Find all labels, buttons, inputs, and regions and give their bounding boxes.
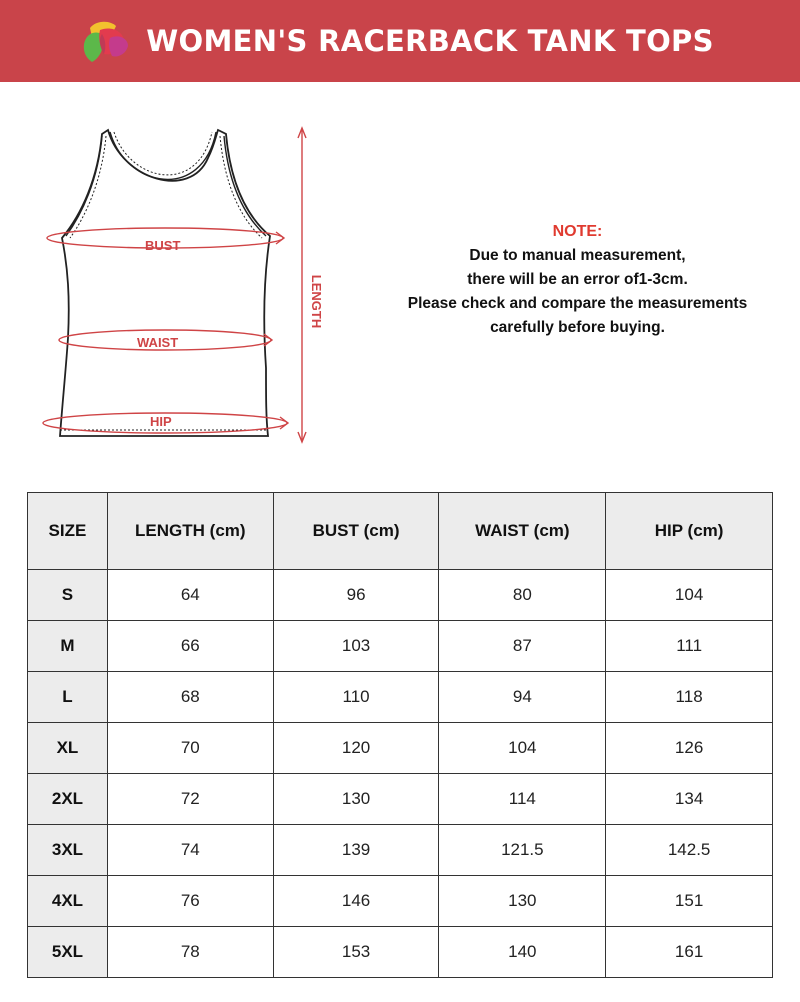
waist-cell: 140	[439, 927, 606, 978]
column-header-hip: HIP (cm)	[606, 493, 773, 570]
length-label: LENGTH	[309, 274, 325, 329]
waist-cell: 80	[439, 570, 606, 621]
table-row	[28, 570, 773, 621]
length-cell: 66	[107, 621, 273, 672]
bust-cell: 130	[273, 774, 439, 825]
table-row	[28, 621, 773, 672]
waist-cell: 104	[439, 723, 606, 774]
column-header-size: SIZE	[28, 493, 108, 570]
length-cell: 76	[107, 876, 273, 927]
column-header-bust: BUST (cm)	[273, 493, 439, 570]
bust-label: BUST	[145, 238, 181, 253]
table-row	[28, 774, 773, 825]
tank-top-diagram	[30, 118, 350, 458]
column-header-waist: WAIST (cm)	[439, 493, 606, 570]
length-cell: 64	[107, 570, 273, 621]
table-row	[28, 927, 773, 978]
table-row	[28, 876, 773, 927]
note-line: Due to manual measurement,	[469, 247, 686, 264]
waist-cell: 121.5	[439, 825, 606, 876]
size-cell: L	[28, 672, 108, 723]
waist-cell: 87	[439, 621, 606, 672]
header-banner	[0, 0, 800, 82]
hip-cell: 111	[606, 621, 773, 672]
bust-cell: 110	[273, 672, 439, 723]
hip-cell: 161	[606, 927, 773, 978]
bust-cell: 96	[273, 570, 439, 621]
length-cell: 78	[107, 927, 273, 978]
tank-top-illustration	[30, 118, 350, 458]
column-header-length: LENGTH (cm)	[107, 493, 273, 570]
waist-cell: 94	[439, 672, 606, 723]
bust-cell: 103	[273, 621, 439, 672]
hip-cell: 126	[606, 723, 773, 774]
note-line: carefully before buying.	[490, 319, 665, 336]
hip-cell: 142.5	[606, 825, 773, 876]
table-row	[28, 825, 773, 876]
page-title: WOMEN'S RACERBACK TANK TOPS	[146, 24, 714, 58]
bust-cell: 139	[273, 825, 439, 876]
note-line: there will be an error of1-3cm.	[467, 271, 688, 288]
size-cell: 5XL	[28, 927, 108, 978]
size-cell: S	[28, 570, 108, 621]
brand-logo-icon	[76, 16, 136, 66]
table-row	[28, 723, 773, 774]
note-title: NOTE:	[552, 223, 603, 240]
bust-cell: 153	[273, 927, 439, 978]
hip-cell: 151	[606, 876, 773, 927]
measurement-note	[380, 220, 775, 340]
size-cell: 3XL	[28, 825, 108, 876]
size-cell: M	[28, 621, 108, 672]
table-row	[28, 672, 773, 723]
waist-cell: 130	[439, 876, 606, 927]
bust-cell: 146	[273, 876, 439, 927]
size-cell: 2XL	[28, 774, 108, 825]
note-line: Please check and compare the measurements	[407, 295, 748, 312]
length-cell: 70	[107, 723, 273, 774]
length-cell: 74	[107, 825, 273, 876]
waist-cell: 114	[439, 774, 606, 825]
hip-cell: 134	[606, 774, 773, 825]
table-header-row	[28, 493, 773, 570]
hip-cell: 118	[606, 672, 773, 723]
size-chart-table	[27, 492, 773, 978]
size-cell: XL	[28, 723, 108, 774]
hip-label: HIP	[150, 414, 172, 429]
waist-label: WAIST	[137, 335, 179, 350]
hip-cell: 104	[606, 570, 773, 621]
length-cell: 68	[107, 672, 273, 723]
size-cell: 4XL	[28, 876, 108, 927]
bust-cell: 120	[273, 723, 439, 774]
length-cell: 72	[107, 774, 273, 825]
